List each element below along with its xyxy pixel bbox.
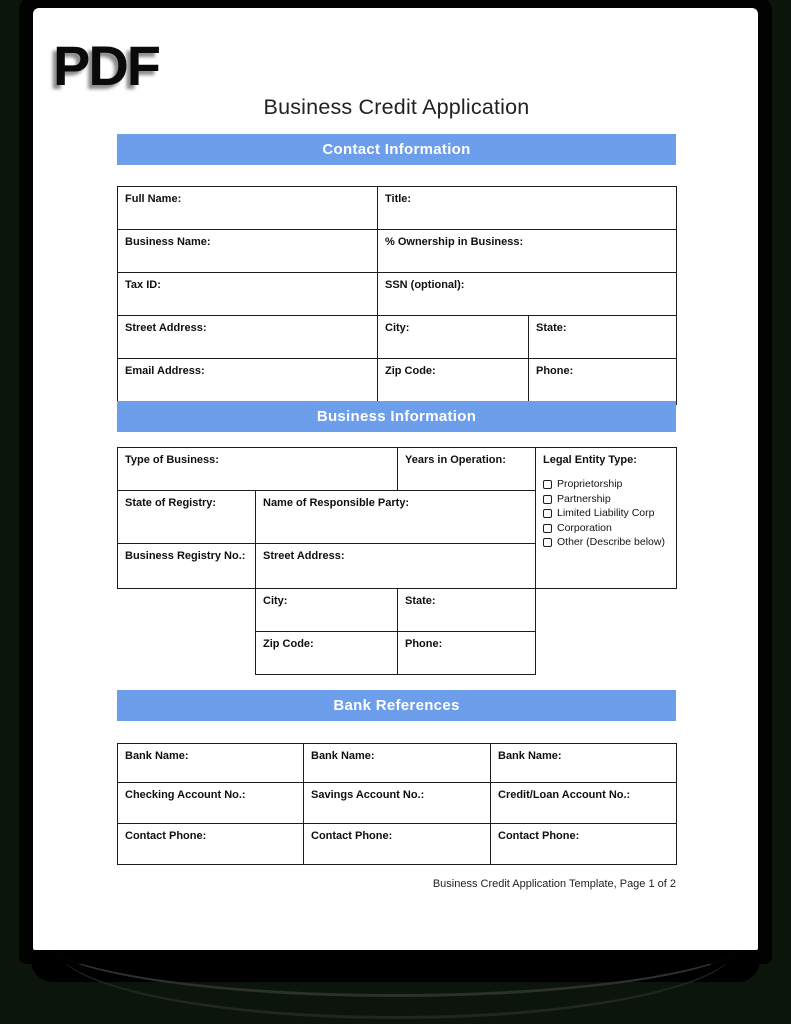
empty-cell [536, 589, 677, 632]
field-cell-contact-phone-1[interactable]: Contact Phone: [118, 824, 304, 865]
checkbox-label: Corporation [557, 521, 612, 534]
field-cell-type-of-business[interactable]: Type of Business: [118, 448, 398, 491]
empty-cell [118, 632, 256, 675]
section-header-business: Business Information [117, 401, 676, 432]
table-row [118, 273, 677, 316]
contact-info-table [117, 186, 677, 405]
field-cell-ssn[interactable]: SSN (optional): [378, 273, 677, 316]
table-row [118, 187, 677, 230]
field-cell-business-state[interactable]: State: [398, 589, 536, 632]
field-cell-credit-loan-account[interactable]: Credit/Loan Account No.: [491, 783, 677, 824]
checkbox-option-proprietorship[interactable] [543, 479, 672, 490]
field-cell-phone[interactable]: Phone: [529, 359, 677, 405]
field-cell-business-phone[interactable]: Phone: [398, 632, 536, 675]
field-cell-business-name[interactable]: Business Name: [118, 230, 378, 273]
field-cell-bank-name-2[interactable]: Bank Name: [304, 744, 491, 783]
legal-entity-type-label: Legal Entity Type: [543, 454, 637, 466]
field-cell-years-in-operation[interactable]: Years in Operation: [398, 448, 536, 491]
checkbox-option-corporation[interactable] [543, 523, 672, 534]
field-cell-business-registry-no[interactable]: Business Registry No.: [118, 544, 256, 589]
checkbox-icon[interactable] [543, 538, 552, 547]
legal-entity-type-cell [536, 448, 677, 589]
empty-cell [118, 589, 256, 632]
field-cell-zip[interactable]: Zip Code: [378, 359, 529, 405]
field-cell-business-city[interactable]: City: [256, 589, 398, 632]
table-row [118, 744, 677, 783]
pdf-logo: PDF [53, 34, 159, 97]
checkbox-label: Partnership [557, 492, 611, 505]
checkbox-option-llc[interactable] [543, 508, 672, 519]
field-cell-state-of-registry[interactable]: State of Registry: [118, 491, 256, 544]
field-cell-responsible-party[interactable]: Name of Responsible Party: [256, 491, 536, 544]
field-cell-ownership[interactable]: % Ownership in Business: [378, 230, 677, 273]
empty-cell [536, 632, 677, 675]
field-cell-title[interactable]: Title: [378, 187, 677, 230]
bank-references-table [117, 743, 677, 865]
table-row [118, 448, 677, 491]
field-cell-state[interactable]: State: [529, 316, 677, 359]
section-header-contact: Contact Information [117, 134, 676, 165]
field-cell-email[interactable]: Email Address: [118, 359, 378, 405]
table-row [118, 316, 677, 359]
checkbox-option-partnership[interactable] [543, 494, 672, 505]
field-cell-bank-name-1[interactable]: Bank Name: [118, 744, 304, 783]
field-cell-tax-id[interactable]: Tax ID: [118, 273, 378, 316]
section-header-bank: Bank References [117, 690, 676, 721]
checkbox-label: Limited Liability Corp [557, 507, 655, 519]
field-cell-city[interactable]: City: [378, 316, 529, 359]
field-cell-business-zip[interactable]: Zip Code: [256, 632, 398, 675]
table-row [118, 230, 677, 273]
table-row [118, 632, 677, 675]
checkbox-icon[interactable] [543, 495, 552, 504]
page-footer: Business Credit Application Template, Page 1 of 2 [432, 878, 676, 890]
checkbox-icon[interactable] [543, 524, 552, 533]
field-cell-street-address[interactable]: Street Address: [118, 316, 378, 359]
field-cell-full-name[interactable]: Full Name: [118, 187, 378, 230]
checkbox-option-other[interactable] [543, 537, 672, 548]
checkbox-label: Other (Describe below) [557, 536, 665, 548]
business-info-table [117, 447, 677, 675]
field-cell-contact-phone-2[interactable]: Contact Phone: [304, 824, 491, 865]
page-content [117, 8, 676, 950]
document-title: Business Credit Application [263, 95, 530, 119]
table-row [118, 783, 677, 824]
checkbox-icon[interactable] [543, 480, 552, 489]
table-row [118, 589, 677, 632]
table-row [118, 359, 677, 405]
checkbox-label: Proprietorship [557, 478, 623, 490]
field-cell-checking-account[interactable]: Checking Account No.: [118, 783, 304, 824]
field-cell-bank-name-3[interactable]: Bank Name: [491, 744, 677, 783]
field-cell-savings-account[interactable]: Savings Account No.: [304, 783, 491, 824]
table-row [118, 824, 677, 865]
field-cell-business-street-address[interactable]: Street Address: [256, 544, 536, 589]
checkbox-icon[interactable] [543, 509, 552, 518]
pdf-page [33, 8, 758, 950]
field-cell-contact-phone-3[interactable]: Contact Phone: [491, 824, 677, 865]
